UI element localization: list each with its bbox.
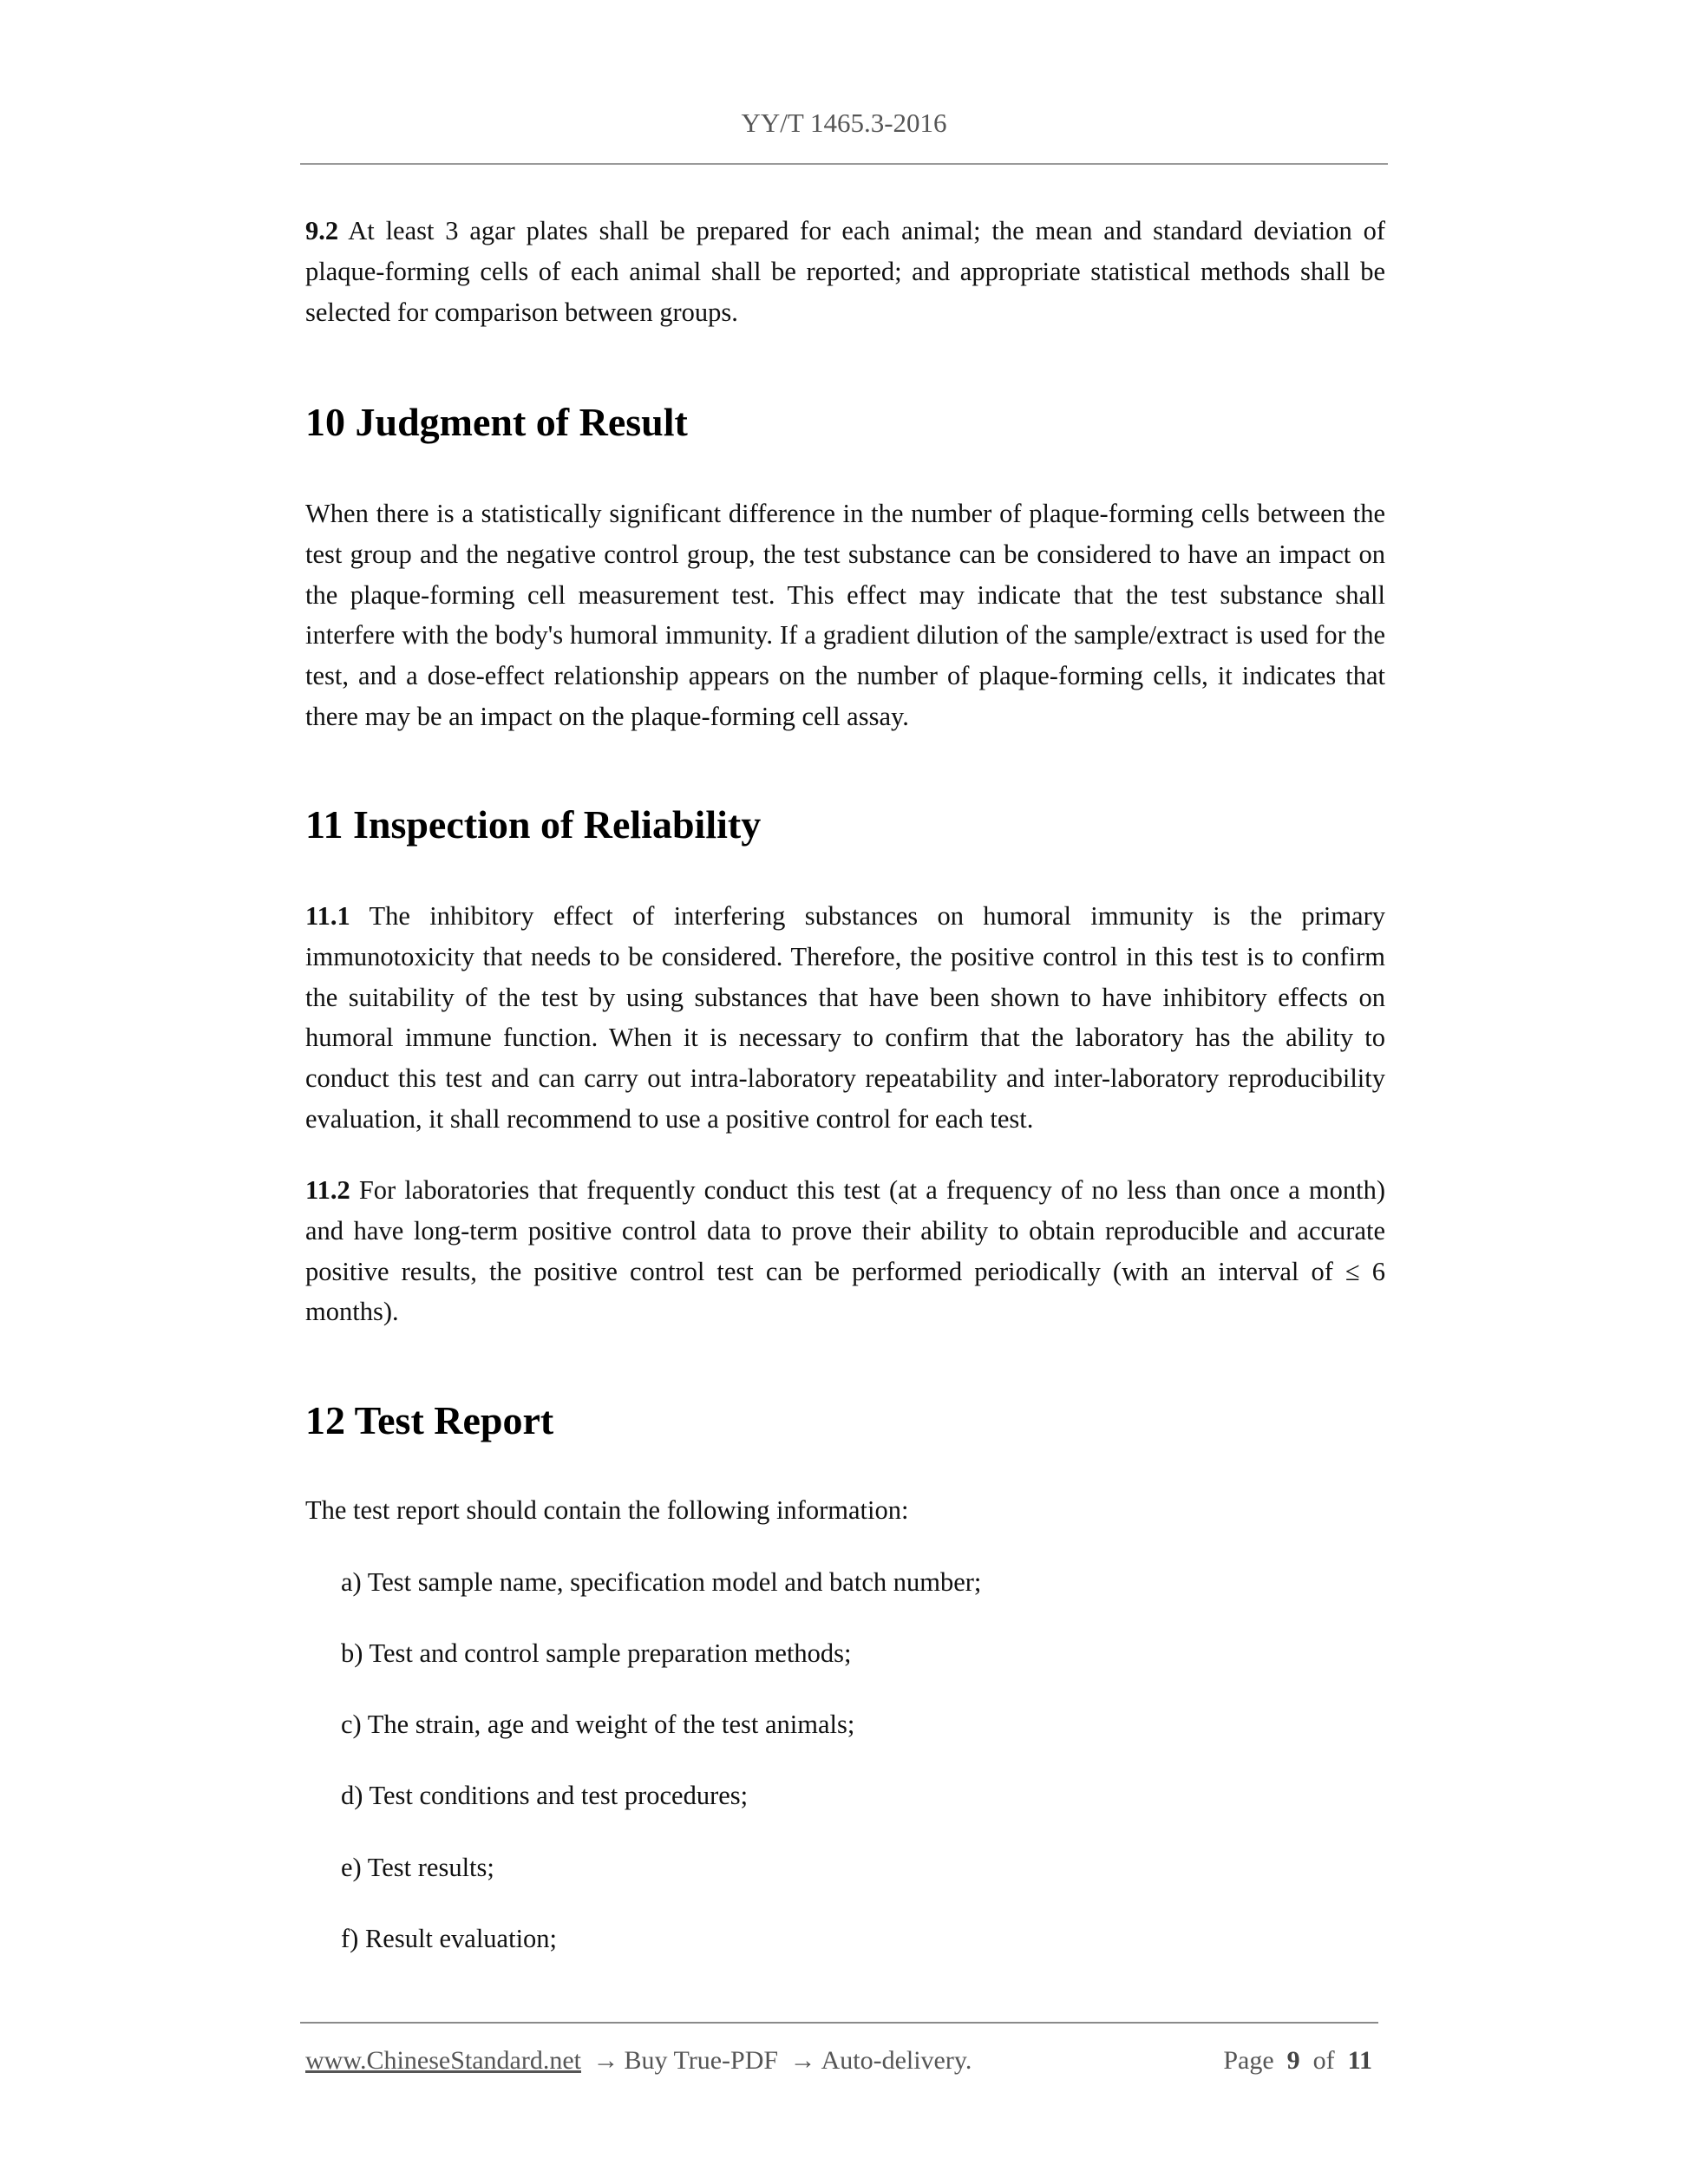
arrow-right-icon: → xyxy=(789,2046,816,2075)
clause-text: The inhibitory effect of interfering substances on humoral immunity is the primary immunotoxicity that needs to be considered. Therefore, the positive control in this test is to confirm the suitability of the test by using substances that have been shown to have inhibitory effects on humoral immune function. When it is necessary to confirm that the laboratory has the ability to conduct this test and can carry out intra-laboratory repeatability and inter-laboratory reproducibility evaluation, it shall recommend to use a positive control for each test. xyxy=(305,901,1385,1134)
report-item-d: d) Test conditions and test procedures; xyxy=(341,1781,749,1810)
page-number xyxy=(1223,2043,1372,2078)
report-item-a: a) Test sample name, specification model and batch number; xyxy=(341,1567,982,1597)
section-10-paragraph: When there is a statistically significant difference in the number of plaque-forming cells between the test group and the negative control group, the test substance can be considered to have an impact on the plaque-forming cell measurement test. This effect may indicate that the test substance shall interfere with the body's humoral immunity. If a gradient dilution of the sample/extract is used for the test, and a dose-effect relationship appears on the number of plaque-forming cells, it indicates that there may be an impact on the plaque-forming cell assay. xyxy=(305,499,1385,731)
clause-9-2 xyxy=(305,211,1385,332)
footer-promo xyxy=(305,2043,972,2078)
footer-divider xyxy=(300,2022,1378,2024)
page-of-label: of xyxy=(1312,2046,1335,2075)
footer-step-buy: Buy True-PDF xyxy=(624,2046,779,2075)
clause-number: 9.2 xyxy=(305,216,339,245)
section-heading-10: 10 Judgment of Result xyxy=(305,400,688,444)
arrow-right-icon: → xyxy=(592,2046,619,2075)
section-12-intro: The test report should contain the following information: xyxy=(305,1495,909,1525)
section-heading-12: 12 Test Report xyxy=(305,1398,554,1442)
footer-step-delivery: Auto-delivery. xyxy=(821,2046,972,2075)
clause-11-2 xyxy=(305,1170,1385,1332)
report-item-b: b) Test and control sample preparation methods; xyxy=(341,1638,852,1668)
report-item-f: f) Result evaluation; xyxy=(341,1924,558,1953)
clause-number: 11.2 xyxy=(305,1175,350,1205)
page-label: Page xyxy=(1223,2046,1274,2075)
header-divider xyxy=(300,163,1388,165)
clause-text: At least 3 agar plates shall be prepared for each animal; the mean and standard deviation of plaque-forming cells of each animal shall be reported; and appropriate statistical methods shall be selected for comparison between groups. xyxy=(305,216,1385,327)
report-item-e: e) Test results; xyxy=(341,1853,494,1882)
website-link[interactable]: www.ChineseStandard.net xyxy=(305,2046,581,2075)
report-item-c: c) The strain, age and weight of the test animals; xyxy=(341,1710,855,1739)
clause-11-1 xyxy=(305,896,1385,1140)
clause-text: For laboratories that frequently conduct this test (at a frequency of no less than once a month) and have long-term positive control data to prove their ability to obtain reproducible and accurate positive results, the positive control test can be performed periodically (with an interval of ≤ 6 months). xyxy=(305,1175,1386,1327)
section-heading-11: 11 Inspection of Reliability xyxy=(305,802,762,847)
current-page: 9 xyxy=(1286,2046,1300,2075)
total-pages: 11 xyxy=(1347,2046,1372,2075)
clause-number: 11.1 xyxy=(305,901,350,931)
document-id-header: YY/T 1465.3-2016 xyxy=(741,108,947,138)
